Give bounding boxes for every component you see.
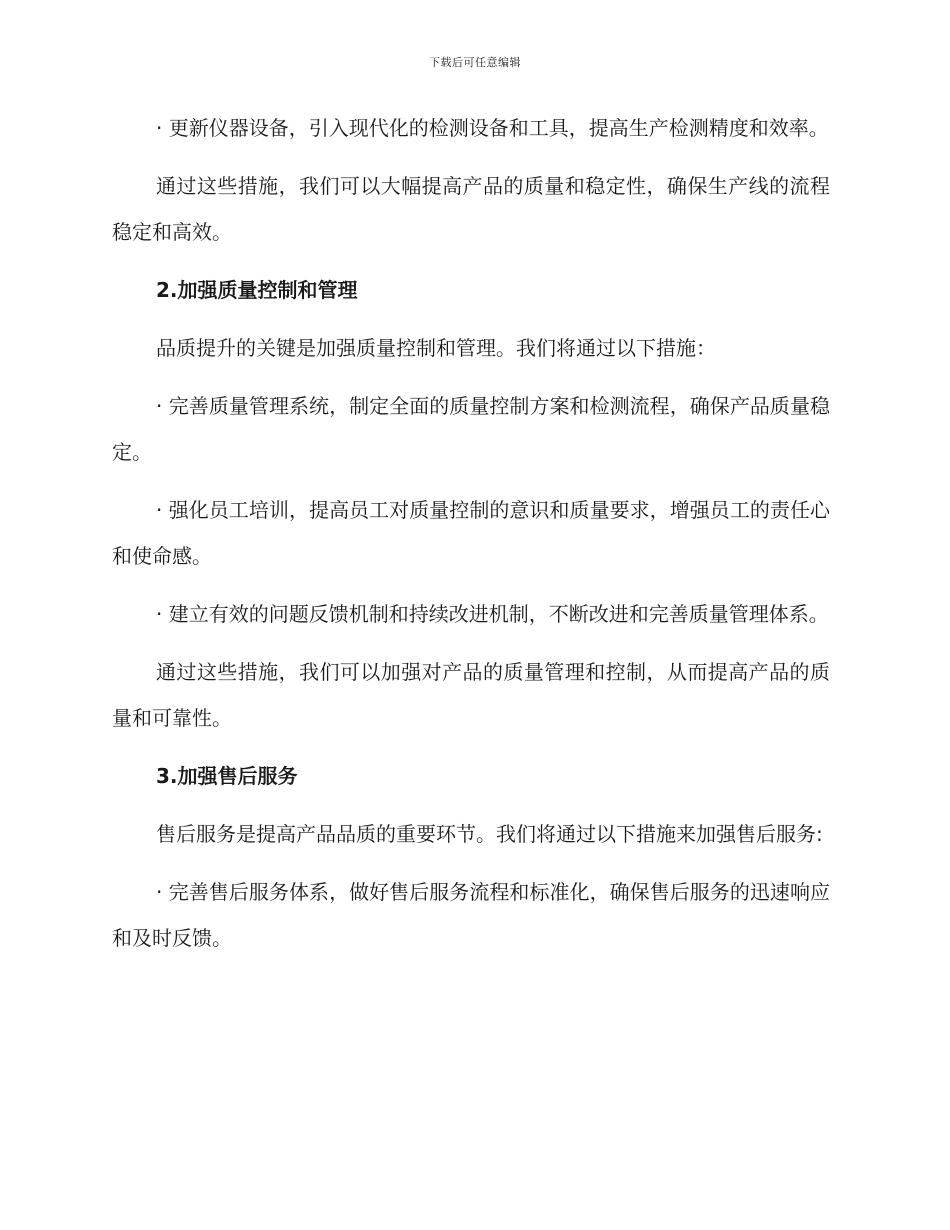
section-heading-quality-control: 2.加强质量控制和管理 bbox=[156, 278, 358, 302]
section-heading-after-sales: 3.加强售后服务 bbox=[156, 764, 298, 788]
paragraph-quality-intro: 品质提升的关键是加强质量控制和管理。我们将通过以下措施： bbox=[156, 336, 716, 360]
bullet-paragraph-equipment: · 更新仪器设备，引入现代化的检测设备和工具，提高生产检测精度和效率。 bbox=[156, 116, 829, 140]
bullet-paragraph-training: · 强化员工培训，提高员工对质量控制的意识和质量要求，增强员工的责任心和使命感。 bbox=[112, 498, 830, 568]
bullet-paragraph-feedback: · 建立有效的问题反馈机制和持续改进机制，不断改进和完善质量管理体系。 bbox=[156, 602, 829, 626]
bullet-paragraph-quality-system: · 完善质量管理系统，制定全面的质量控制方案和检测流程，确保产品质量稳定。 bbox=[112, 394, 830, 464]
paragraph-summary-production: 通过这些措施，我们可以大幅提高产品的质量和稳定性，确保生产线的流程稳定和高效。 bbox=[112, 174, 830, 244]
document-body bbox=[112, 105, 830, 973]
paragraph-summary-quality: 通过这些措施，我们可以加强对产品的质量管理和控制，从而提高产品的质量和可靠性。 bbox=[112, 660, 830, 730]
bullet-paragraph-after-sales-system: · 完善售后服务体系，做好售后服务流程和标准化，确保售后服务的迅速响应和及时反馈。 bbox=[112, 880, 830, 950]
paragraph-after-sales-intro: 售后服务是提高产品品质的重要环节。我们将通过以下措施来加强售后服务: bbox=[156, 822, 823, 846]
page-header: 下载后可任意编辑 bbox=[429, 56, 521, 69]
